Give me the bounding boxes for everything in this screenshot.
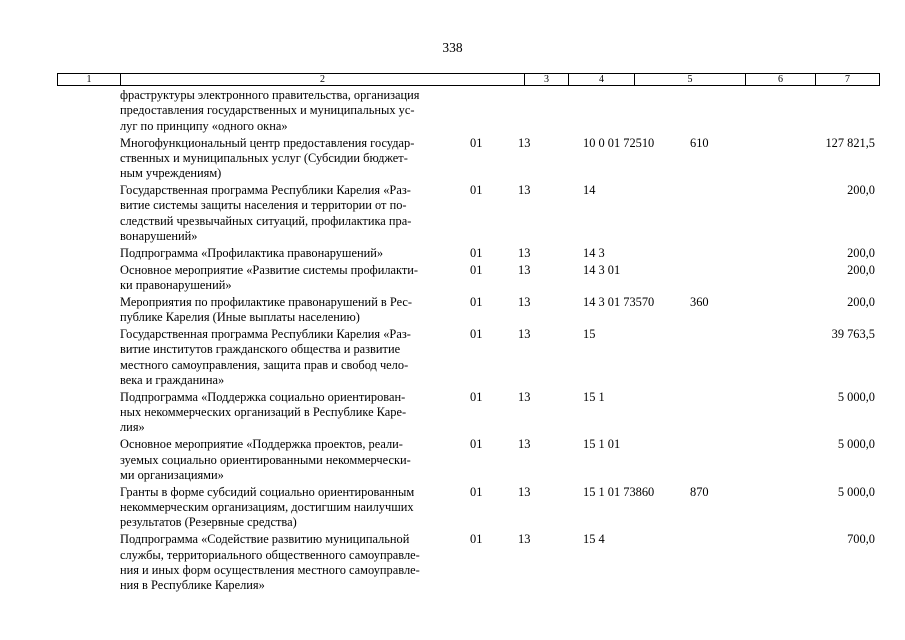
header-col-2: 2 <box>121 74 525 85</box>
row-subsection-cell: 13 <box>518 326 531 341</box>
row-subsection-cell: 13 <box>518 135 531 150</box>
row-section-cell: 01 <box>470 389 483 404</box>
header-col-1: 1 <box>58 74 121 85</box>
table-row <box>0 327 905 390</box>
row-name-cell: Государственная программа Республики Карелия «Раз- витие институтов гражданского общества и развитие местного самоуправления, защита прав и свобод чело- века и гражданина» <box>120 326 411 387</box>
table-row <box>0 437 905 485</box>
table-body <box>0 88 905 595</box>
row-amount-cell: 200,0 <box>847 262 875 277</box>
table-row <box>0 183 905 246</box>
row-subsection-cell: 13 <box>518 437 531 452</box>
table-row <box>0 246 905 263</box>
row-target-article-cell: 14 3 <box>583 245 605 260</box>
row-expense-type-cell: 870 <box>690 484 709 499</box>
row-target-article-cell: 15 <box>583 326 596 341</box>
row-section-cell: 01 <box>470 245 483 260</box>
row-amount-cell: 5 000,0 <box>837 437 875 452</box>
row-expense-type-cell: 360 <box>690 294 709 309</box>
row-subsection-cell: 13 <box>518 484 531 499</box>
row-amount-cell: 5 000,0 <box>837 389 875 404</box>
row-subsection-cell: 13 <box>518 183 531 197</box>
row-target-article-cell: 15 1 01 <box>583 437 621 452</box>
table-row <box>0 136 905 184</box>
row-section-cell: 01 <box>470 326 483 341</box>
row-target-article-cell: 14 <box>583 183 596 197</box>
row-subsection-cell: 13 <box>518 245 531 260</box>
table-row <box>0 532 905 595</box>
table-row <box>0 295 905 327</box>
row-amount-cell: 5 000,0 <box>837 484 875 499</box>
row-target-article-cell: 15 4 <box>583 532 605 547</box>
row-section-cell: 01 <box>470 294 483 309</box>
row-name-cell: Основное мероприятие «Развитие системы профилакти- ки правонарушений» <box>120 262 419 292</box>
row-section-cell: 01 <box>470 262 483 277</box>
row-section-cell: 01 <box>470 437 483 452</box>
row-subsection-cell: 13 <box>518 532 531 547</box>
table-row <box>0 263 905 295</box>
row-name-cell: Подпрограмма «Содействие развитию муниципальной службы, территориального общественного самоуправле- ния и иных форм осуществления местного самоуправле- ния в Республике Карелия» <box>120 532 420 593</box>
table-row <box>0 390 905 438</box>
row-name-cell: Мероприятия по профилактике правонарушений в Рес- публике Карелия (Иные выплаты населению) <box>120 294 413 325</box>
row-target-article-cell: 14 3 01 73570 <box>583 294 655 309</box>
row-amount-cell: 200,0 <box>847 183 875 197</box>
row-name-cell: Основное мероприятие «Поддержка проектов, реали- зуемых социально ориентированными некоммерчески- ми организациями» <box>120 437 411 482</box>
row-target-article-cell: 15 1 <box>583 389 605 404</box>
row-section-cell: 01 <box>470 183 483 197</box>
table-row <box>0 485 905 533</box>
row-section-cell: 01 <box>470 135 483 150</box>
row-subsection-cell: 13 <box>518 294 531 309</box>
row-name-cell: Государственная программа Республики Карелия «Раз- витие системы защиты населения и территории от по- следствий чрезвычайных ситуаций, профилактика пра- вонарушений» <box>120 183 412 244</box>
row-amount-cell: 200,0 <box>847 294 875 309</box>
row-amount-cell: 700,0 <box>847 532 875 547</box>
header-col-6: 6 <box>746 74 816 85</box>
row-name-cell: Многофункциональный центр предоставления государ- ственных и муниципальных услуг (Субсидии бюджет- ным учреждениям) <box>120 135 415 181</box>
row-target-article-cell: 14 3 01 <box>583 262 621 277</box>
row-name-cell: Подпрограмма «Поддержка социально ориентирован- ных некоммерческих организаций в Республике Каре- лия» <box>120 389 407 435</box>
row-expense-type-cell: 610 <box>690 135 709 150</box>
row-section-cell: 01 <box>470 484 483 499</box>
table-row <box>0 88 905 136</box>
row-subsection-cell: 13 <box>518 389 531 404</box>
row-amount-cell: 127 821,5 <box>825 135 875 150</box>
header-col-4: 4 <box>569 74 635 85</box>
row-name-cell: фраструктуры электронного правительства, организация предоставления государственных и муниципальных ус- луг по принципу «одного окна» <box>120 88 420 133</box>
header-col-5: 5 <box>635 74 746 85</box>
header-col-3: 3 <box>525 74 569 85</box>
row-name-cell: Гранты в форме субсидий социально ориентированным некоммерческим организациям, достигшим наилучших результатов (Резервные средства) <box>120 484 415 530</box>
row-target-article-cell: 10 0 01 72510 <box>583 135 655 150</box>
row-section-cell: 01 <box>470 532 483 547</box>
row-subsection-cell: 13 <box>518 262 531 277</box>
table-header <box>57 73 880 86</box>
row-amount-cell: 39 763,5 <box>831 326 875 341</box>
row-name-cell: Подпрограмма «Профилактика правонарушений» <box>120 245 384 260</box>
page-number: 338 <box>442 40 463 55</box>
row-target-article-cell: 15 1 01 73860 <box>583 484 655 499</box>
header-col-7: 7 <box>845 74 850 85</box>
row-amount-cell: 200,0 <box>847 245 875 260</box>
